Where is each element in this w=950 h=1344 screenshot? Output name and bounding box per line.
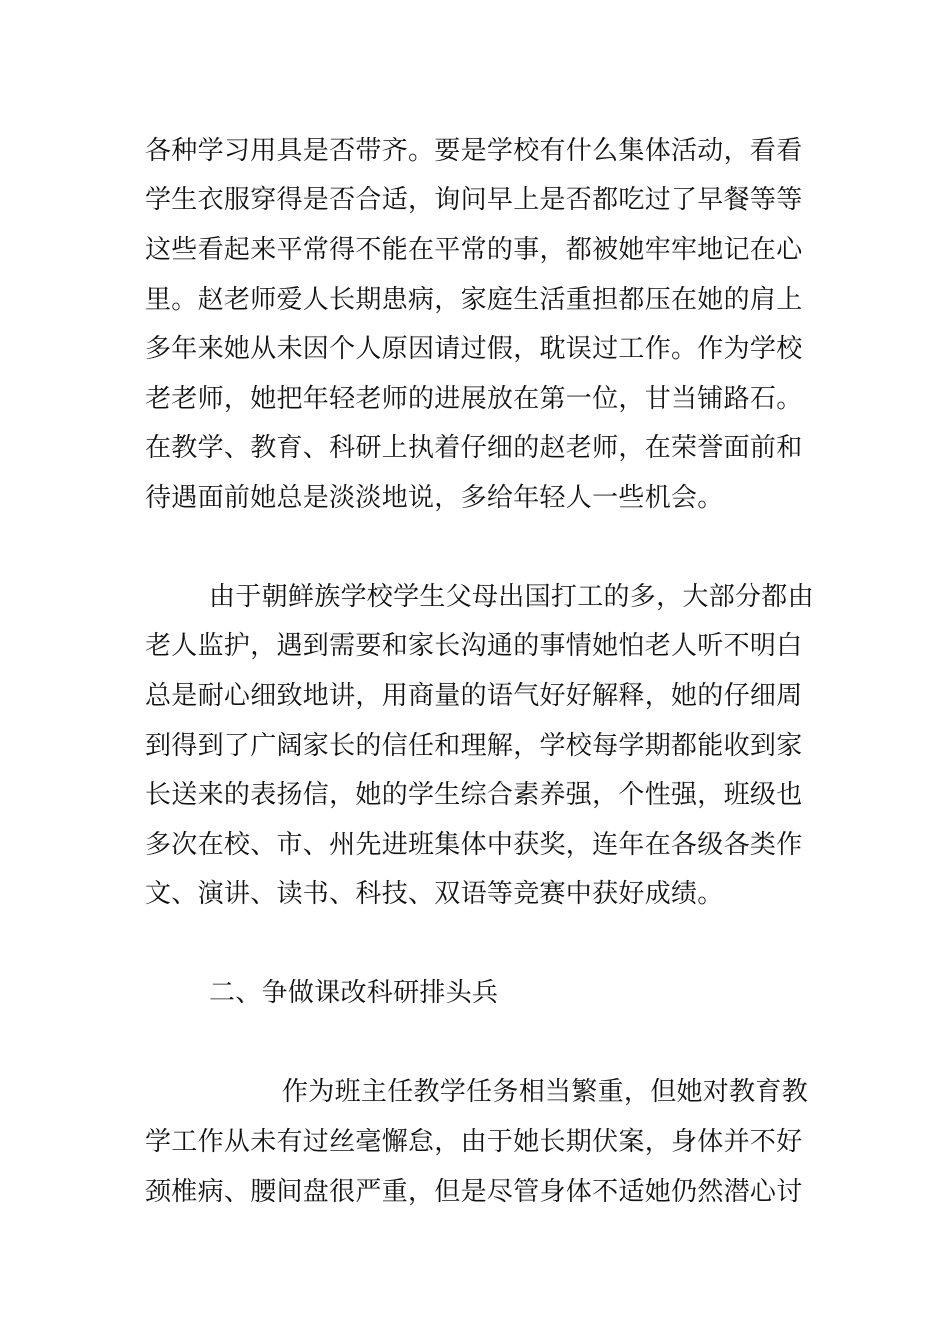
text-line: 到得到了广阔家长的信任和理解，学校每学期都能收到家 — [145, 731, 803, 761]
text-line: 老人监护，遇到需要和家长沟通的事情她怕老人听不明白 — [145, 631, 803, 661]
text-line: 由于朝鲜族学校学生父母出国打工的多，大部分都由 — [209, 582, 814, 612]
text-line: 颈椎病、腰间盘很严重，但是尽管身体不适她仍然潜心讨 — [145, 1177, 803, 1207]
text-line: 多年来她从未因个人原因请过假，耽误过工作。作为学校 — [145, 334, 803, 364]
text-line: 作为班主任教学任务相当繁重，但她对教育教 — [282, 1077, 809, 1107]
text-line: 文、演讲、读书、科技、双语等竞赛中获好成绩。 — [145, 879, 724, 909]
text-line: 待遇面前她总是淡淡地说，多给年轻人一些机会。 — [145, 483, 724, 513]
text-line: 多次在校、市、州先进班集体中获奖，连年在各级各类作 — [145, 830, 803, 860]
text-line: 老老师，她把年轻老师的进展放在第一位，甘当铺路石。 — [145, 384, 803, 414]
text-line: 长送来的表扬信，她的学生综合素养强，个性强，班级也 — [145, 780, 803, 810]
text-line: 里。赵老师爱人长期患病，家庭生活重担都压在她的肩上 — [145, 285, 803, 315]
section-heading: 二、争做课改科研排头兵 — [209, 978, 499, 1008]
text-line: 学生衣服穿得是否合适，询问早上是否都吃过了早餐等等 — [145, 185, 803, 215]
text-line: 这些看起来平常得不能在平常的事，都被她牢牢地记在心 — [145, 235, 803, 265]
text-line: 在教学、教育、科研上执着仔细的赵老师，在荣誉面前和 — [145, 433, 803, 463]
text-line: 各种学习用具是否带齐。要是学校有什么集体活动，看看 — [145, 136, 803, 166]
text-line: 总是耐心细致地讲，用商量的语气好好解释，她的仔细周 — [145, 681, 803, 711]
text-line: 学工作从未有过丝毫懈怠，由于她长期伏案，身体并不好 — [145, 1127, 803, 1157]
